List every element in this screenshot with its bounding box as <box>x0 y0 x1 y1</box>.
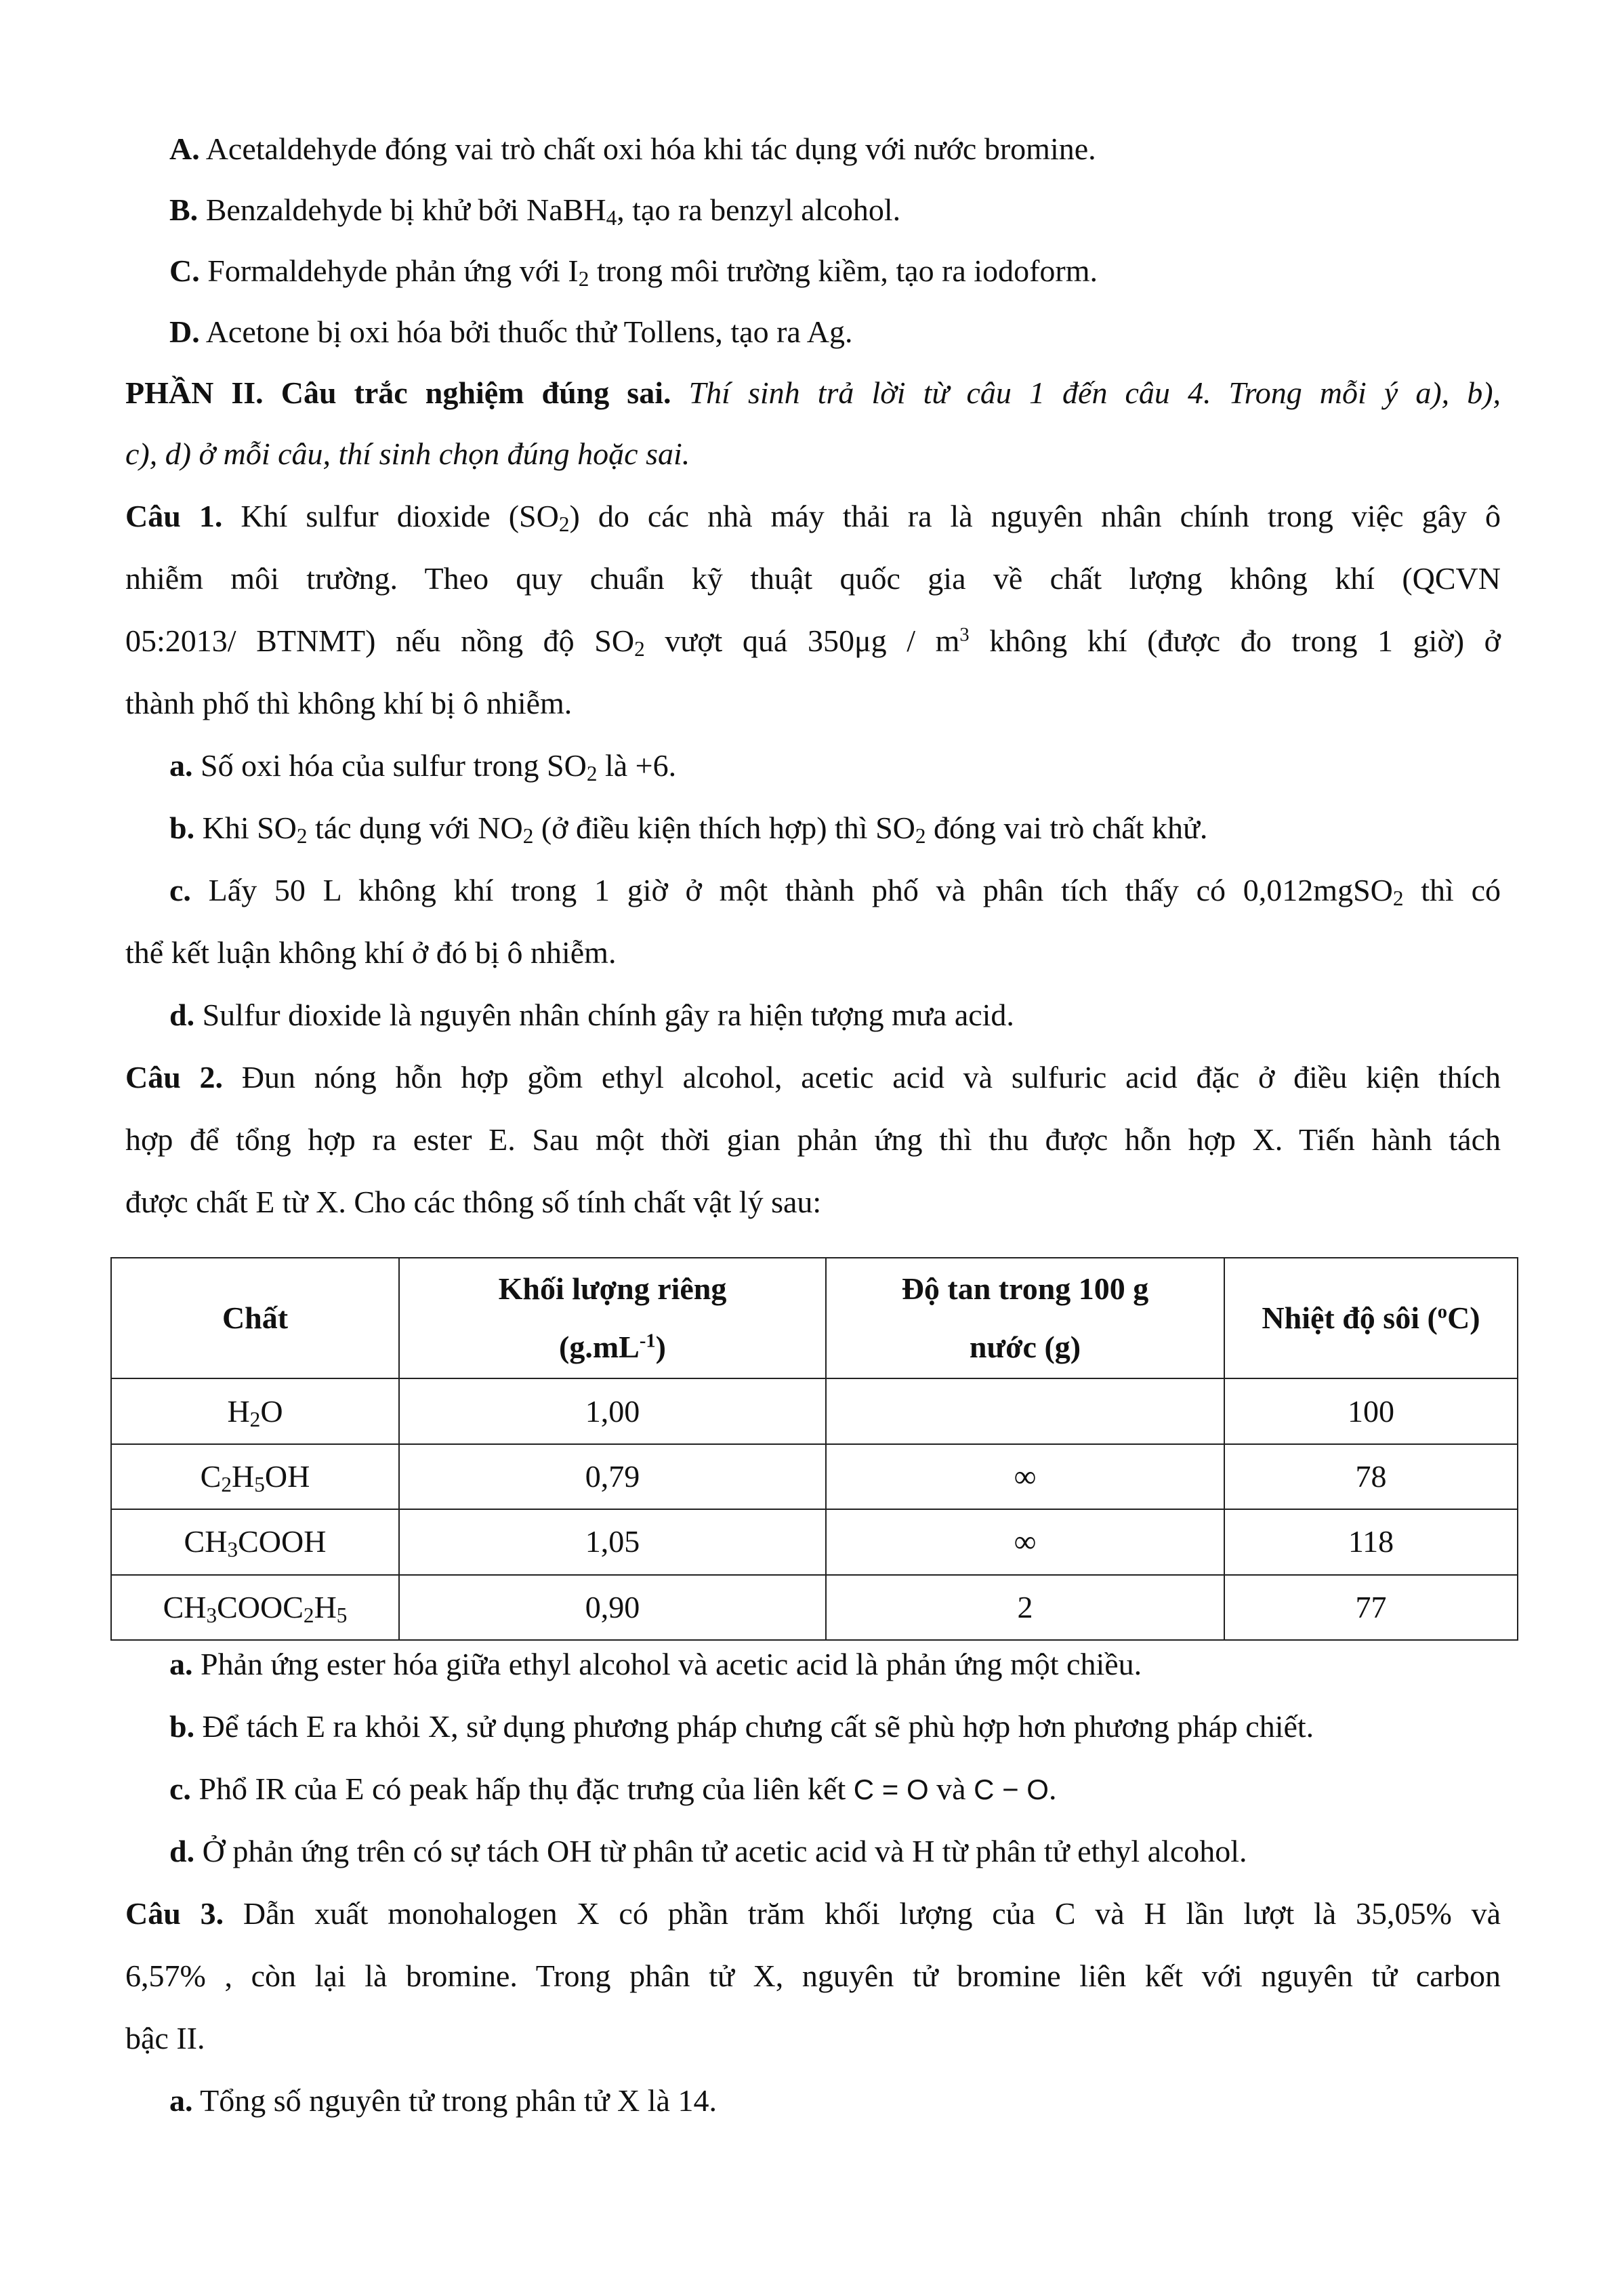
part2-heading-line <box>125 371 1501 415</box>
q3-line-2 <box>125 1954 1501 1998</box>
q2-statement-d <box>169 1830 1247 1873</box>
question-label: Câu 2. <box>125 1060 224 1094</box>
subscript: 2 <box>586 761 598 785</box>
q1-line-4 <box>125 682 572 725</box>
formula-part: H <box>314 1589 337 1624</box>
q2-line-2 <box>125 1118 1501 1162</box>
formula-part: COOC <box>217 1589 304 1624</box>
statement-text: Phản ứng ester hóa giữa ethyl alcohol và acetic acid là phản ứng một chiều. <box>201 1647 1142 1681</box>
q1-text: thành phố thì không khí bị ô nhiễm. <box>125 686 573 720</box>
cell-substance <box>111 1444 399 1509</box>
statement-text: Tổng số nguyên tử trong phân tử X là 14. <box>200 2083 717 2118</box>
table-row <box>111 1575 1518 1640</box>
formula-part: CH <box>163 1589 207 1624</box>
statement-text: Khi SO <box>202 811 297 845</box>
cell-boiling-point: 118 <box>1224 1509 1518 1574</box>
statement-text: Ở phản ứng trên có sự tách OH từ phân tử acetic acid và H từ phân tử ethyl alcohol. <box>202 1834 1247 1868</box>
statement-text: (ở điều kiện thích hợp) thì SO <box>533 811 915 845</box>
statement-text: và <box>928 1771 974 1806</box>
cell-solubility: ∞ <box>826 1509 1224 1574</box>
q3-text: bậc II. <box>125 2021 205 2055</box>
q1-line-1 <box>125 495 1501 538</box>
q1-statement-b <box>169 806 1207 850</box>
q2-text: được chất E từ X. Cho các thông số tính chất vật lý sau: <box>125 1185 822 1219</box>
subscript: 2 <box>303 1603 314 1627</box>
option-b <box>169 188 900 232</box>
q1-text: không khí (được đo trong 1 giờ) ở <box>969 623 1501 658</box>
header-substance: Chất <box>111 1258 399 1378</box>
cell-substance <box>111 1378 399 1443</box>
cell-solubility <box>826 1378 1224 1443</box>
subscript: 2 <box>1392 886 1404 910</box>
subscript: 2 <box>221 1472 232 1496</box>
subscript: 2 <box>249 1407 261 1431</box>
table-row <box>111 1444 1518 1509</box>
option-label: B. <box>169 192 199 227</box>
cell-boiling-point: 100 <box>1224 1378 1518 1443</box>
subscript: 5 <box>336 1603 348 1627</box>
formula-part: OH <box>264 1459 310 1494</box>
option-text: Acetaldehyde đóng vai trò chất oxi hóa khi tác dụng với nước bromine. <box>205 131 1096 166</box>
q3-text: 6,57% , còn lại là bromine. Trong phân tử X, nguyên tử bromine liên kết với nguyên tử carbon <box>125 1959 1501 1993</box>
statement-text: là +6. <box>597 748 677 783</box>
cell-solubility: ∞ <box>826 1444 1224 1509</box>
formula: C = O <box>853 1774 929 1805</box>
statement-text: thể kết luận không khí ở đó bị ô nhiễm. <box>125 935 617 970</box>
formula-part: O <box>260 1393 283 1429</box>
statement-label: a. <box>169 2083 193 2118</box>
header-text: C) <box>1447 1300 1480 1336</box>
statement-text: Sulfur dioxide là nguyên nhân chính gây ra hiện tượng mưa acid. <box>202 998 1014 1032</box>
part2-instruction: c), d) ở mỗi câu, thí sinh chọn đúng hoặc sai. <box>125 436 690 471</box>
q3-line-3 <box>125 2017 205 2060</box>
option-text: Acetone bị oxi hóa bởi thuốc thử Tollens, tạo ra Ag. <box>205 314 853 349</box>
part2-heading: PHẦN II. Câu trắc nghiệm đúng sai. <box>125 375 671 410</box>
q1-statement-c-cont <box>125 931 616 975</box>
header-text: (g.mL <box>559 1330 640 1365</box>
q2-text: hợp để tổng hợp ra ester E. Sau một thời gian phản ứng thì thu được hỗn hợp X. Tiến hành tách <box>125 1122 1501 1157</box>
q2-line-3 <box>125 1181 821 1224</box>
table-header-row <box>111 1258 1518 1378</box>
q1-text: Khí sulfur dioxide (SO <box>241 499 559 533</box>
header-text: Khối lượng riêng <box>498 1271 727 1307</box>
statement-text: Lấy 50 L không khí trong 1 giờ ở một thành phố và phân tích thấy có <box>208 873 1243 907</box>
header-text: ) <box>655 1330 666 1365</box>
statement-label: b. <box>169 811 195 845</box>
subscript: 2 <box>558 512 570 536</box>
part2-instruction: Thí sinh trả lời từ câu 1 đến câu 4. Trong mỗi ý a), b), <box>688 375 1501 410</box>
statement-text: tác dụng với NO <box>307 811 523 845</box>
subscript: 2 <box>296 823 308 848</box>
q1-unit: 350μg / m <box>807 623 960 658</box>
table-row <box>111 1509 1518 1574</box>
formula: C − O <box>974 1774 1049 1805</box>
cell-density: 1,05 <box>399 1509 826 1574</box>
properties-table <box>110 1257 1518 1641</box>
q1-text: nhiễm môi trường. Theo quy chuẩn kỹ thuật quốc gia về chất lượng không khí (QCVN <box>125 561 1501 596</box>
cell-substance <box>111 1509 399 1574</box>
statement-label: d. <box>169 998 195 1032</box>
formula: 0,012mgSO <box>1243 873 1393 907</box>
q2-text: Đun nóng hỗn hợp gồm ethyl alcohol, acetic acid và sulfuric acid đặc ở điều kiện thích <box>241 1060 1501 1094</box>
option-a <box>169 127 1096 171</box>
header-text: Nhiệt độ sôi ( <box>1262 1300 1438 1336</box>
q2-statement-c <box>169 1767 1056 1811</box>
option-text: Benzaldehyde bị khử bởi NaBH <box>205 192 606 227</box>
cell-density: 0,79 <box>399 1444 826 1509</box>
header-density <box>399 1258 826 1378</box>
statement-label: b. <box>169 1709 195 1744</box>
q3-text: Dẫn xuất monohalogen X có phần trăm khối lượng của C và H lần lượt là 35,05% và <box>243 1896 1501 1931</box>
subscript: 2 <box>915 823 926 848</box>
q1-text: ) do các nhà máy thải ra là nguyên nhân chính trong việc gây ô <box>569 499 1501 533</box>
superscript: o <box>1437 1301 1448 1323</box>
q2-statement-b <box>169 1705 1314 1748</box>
subscript: 2 <box>578 266 589 291</box>
cell-substance <box>111 1575 399 1640</box>
subscript: 5 <box>254 1472 265 1496</box>
statement-label: c. <box>169 1771 191 1806</box>
subscript: 3 <box>227 1538 238 1562</box>
header-text: nước (g) <box>969 1330 1081 1365</box>
header-boiling-point <box>1224 1258 1518 1378</box>
option-text: trong môi trường kiềm, tạo ra iodoform. <box>589 253 1098 288</box>
superscript: 3 <box>959 624 970 646</box>
q1-line-2 <box>125 557 1501 600</box>
superscript: -1 <box>639 1330 656 1352</box>
statement-text: Để tách E ra khỏi X, sử dụng phương pháp chưng cất sẽ phù hợp hơn phương pháp chiết. <box>202 1709 1314 1744</box>
cell-density: 0,90 <box>399 1575 826 1640</box>
statement-text: thì có <box>1403 873 1501 907</box>
q1-text: vượt quá <box>644 623 808 658</box>
formula-part: C <box>200 1459 222 1494</box>
cell-boiling-point: 77 <box>1224 1575 1518 1640</box>
part2-instruction-line <box>125 432 690 476</box>
q1-line-3 <box>125 619 1501 663</box>
q3-statement-a <box>169 2079 717 2123</box>
option-label: D. <box>169 314 200 349</box>
subscript: 3 <box>206 1603 217 1627</box>
header-solubility <box>826 1258 1224 1378</box>
q3-line-1 <box>125 1892 1501 1935</box>
header-text: Độ tan trong 100 g <box>901 1271 1149 1307</box>
question-label: Câu 1. <box>125 499 223 533</box>
formula-part: H <box>232 1459 255 1494</box>
option-d <box>169 310 853 354</box>
statement-label: c. <box>169 873 191 907</box>
statement-text: Số oxi hóa của sulfur trong SO <box>201 748 587 783</box>
question-label: Câu 3. <box>125 1896 224 1931</box>
statement-text: . <box>1048 1771 1057 1806</box>
option-c <box>169 249 1098 293</box>
statement-label: a. <box>169 1647 193 1681</box>
option-label: A. <box>169 131 200 166</box>
subscript: 2 <box>634 636 645 661</box>
q1-statement-c <box>169 869 1501 912</box>
q1-statement-d <box>169 993 1014 1037</box>
option-text: , tạo ra benzyl alcohol. <box>617 192 901 227</box>
formula-part: COOH <box>238 1524 327 1559</box>
q1-statement-a <box>169 744 676 787</box>
q2-statement-a <box>169 1643 1142 1686</box>
statement-text: Phổ IR của E có peak hấp thụ đặc trưng của liên kết <box>199 1771 854 1806</box>
cell-density: 1,00 <box>399 1378 826 1443</box>
formula-part: H <box>227 1393 250 1429</box>
cell-boiling-point: 78 <box>1224 1444 1518 1509</box>
statement-label: d. <box>169 1834 195 1868</box>
table-row <box>111 1378 1518 1443</box>
subscript: 4 <box>606 205 617 230</box>
cell-solubility: 2 <box>826 1575 1224 1640</box>
formula-part: CH <box>184 1524 228 1559</box>
option-label: C. <box>169 253 200 288</box>
q2-line-1 <box>125 1056 1501 1099</box>
option-text: Formaldehyde phản ứng với I <box>207 253 579 288</box>
statement-text: đóng vai trò chất khử. <box>926 811 1208 845</box>
subscript: 2 <box>522 823 534 848</box>
statement-label: a. <box>169 748 193 783</box>
q1-text: 05:2013/ BTNMT) nếu nồng độ SO <box>125 623 635 658</box>
